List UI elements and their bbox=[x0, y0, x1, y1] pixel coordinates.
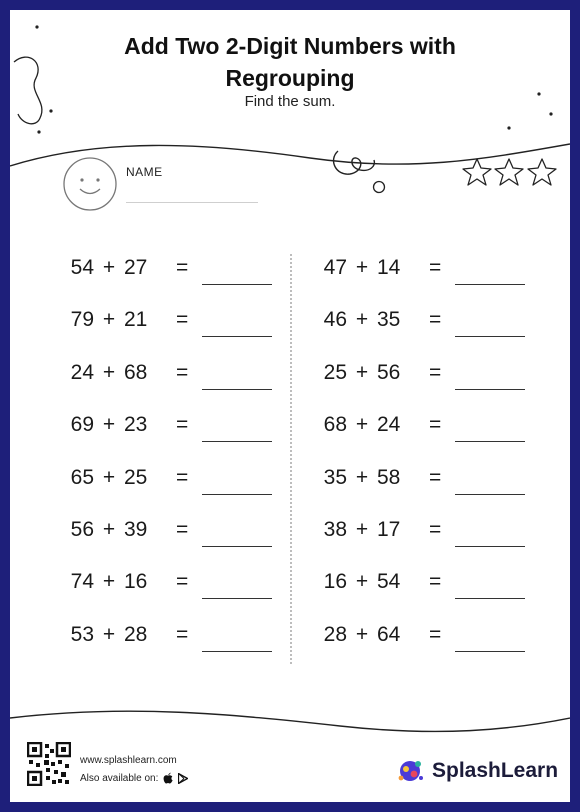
problem-expression: 68 + 24 bbox=[323, 413, 401, 437]
problem-row bbox=[54, 347, 294, 399]
answer-blank[interactable] bbox=[202, 441, 272, 442]
problems-left-column bbox=[54, 242, 294, 661]
equals-sign: = bbox=[176, 465, 189, 489]
play-store-icon[interactable] bbox=[178, 773, 188, 784]
problem-row bbox=[54, 399, 294, 451]
problem-row bbox=[307, 452, 547, 504]
worksheet bbox=[10, 10, 570, 802]
answer-blank[interactable] bbox=[202, 494, 272, 495]
equals-sign: = bbox=[176, 256, 189, 279]
qr-code-icon bbox=[27, 742, 71, 786]
equals-sign: = bbox=[429, 308, 442, 332]
problem-expression: 46 + 35 bbox=[323, 308, 401, 332]
star-icon bbox=[526, 157, 558, 187]
answer-blank[interactable] bbox=[455, 284, 525, 285]
answer-blank[interactable] bbox=[202, 284, 272, 285]
problem-expression: 53 + 28 bbox=[70, 622, 148, 646]
answer-blank[interactable] bbox=[202, 546, 272, 547]
name-label: NAME bbox=[126, 165, 163, 179]
equals-sign: = bbox=[429, 360, 442, 384]
problem-expression: 65 + 25 bbox=[70, 465, 148, 489]
problem-row bbox=[307, 294, 547, 346]
equals-sign: = bbox=[429, 517, 442, 541]
problem-row bbox=[54, 242, 294, 294]
problem-expression: 16 + 54 bbox=[323, 570, 401, 594]
equals-sign: = bbox=[429, 256, 442, 279]
equals-sign: = bbox=[176, 360, 189, 384]
equals-sign: = bbox=[176, 308, 189, 332]
equals-sign: = bbox=[176, 517, 189, 541]
star-icon bbox=[461, 157, 493, 187]
star-icon bbox=[493, 157, 525, 187]
problem-row bbox=[54, 504, 294, 556]
available-on bbox=[80, 772, 188, 784]
equals-sign: = bbox=[176, 413, 189, 437]
problem-expression: 54 + 27 bbox=[70, 256, 148, 279]
problem-expression: 47 + 14 bbox=[323, 256, 401, 279]
brand-logo[interactable] bbox=[396, 756, 558, 786]
smiley-face-icon bbox=[62, 156, 118, 212]
title-line-1: Add Two 2-Digit Numbers with bbox=[124, 33, 456, 59]
answer-blank[interactable] bbox=[202, 651, 272, 652]
problem-row bbox=[54, 294, 294, 346]
equals-sign: = bbox=[429, 622, 442, 646]
problem-row bbox=[307, 609, 547, 661]
problem-expression: 74 + 16 bbox=[70, 570, 148, 594]
problem-row bbox=[54, 452, 294, 504]
answer-blank[interactable] bbox=[455, 651, 525, 652]
worksheet-title bbox=[10, 30, 570, 94]
answer-blank[interactable] bbox=[455, 336, 525, 337]
apple-icon[interactable] bbox=[163, 772, 173, 784]
equals-sign: = bbox=[429, 570, 442, 594]
problem-expression: 24 + 68 bbox=[70, 360, 148, 384]
splashlearn-logo-icon bbox=[396, 756, 426, 786]
problem-expression: 79 + 21 bbox=[70, 308, 148, 332]
brand-name: SplashLearn bbox=[432, 759, 559, 782]
problem-row bbox=[54, 609, 294, 661]
answer-blank[interactable] bbox=[455, 598, 525, 599]
equals-sign: = bbox=[429, 413, 442, 437]
problem-row bbox=[54, 556, 294, 608]
problem-expression: 28 + 64 bbox=[323, 622, 401, 646]
instruction-text: Find the sum. bbox=[244, 93, 336, 110]
column-divider bbox=[290, 254, 292, 664]
answer-blank[interactable] bbox=[202, 598, 272, 599]
answer-blank[interactable] bbox=[202, 389, 272, 390]
name-field[interactable] bbox=[126, 202, 258, 203]
title-line-2: Regrouping bbox=[225, 65, 355, 91]
problem-row bbox=[307, 556, 547, 608]
problem-expression: 38 + 17 bbox=[323, 517, 401, 541]
equals-sign: = bbox=[176, 622, 189, 646]
problem-row bbox=[307, 242, 547, 294]
problem-expression: 69 + 23 bbox=[70, 413, 148, 437]
problem-expression: 35 + 58 bbox=[323, 465, 401, 489]
problem-row bbox=[307, 504, 547, 556]
answer-blank[interactable] bbox=[455, 389, 525, 390]
website-url[interactable]: www.splashlearn.com bbox=[80, 755, 177, 766]
available-on-label: Also available on: bbox=[80, 772, 159, 784]
problem-row bbox=[307, 399, 547, 451]
problem-expression: 56 + 39 bbox=[70, 517, 148, 541]
equals-sign: = bbox=[429, 465, 442, 489]
problem-row bbox=[307, 347, 547, 399]
problems-right-column bbox=[307, 242, 547, 661]
answer-blank[interactable] bbox=[455, 546, 525, 547]
equals-sign: = bbox=[176, 570, 189, 594]
answer-blank[interactable] bbox=[202, 336, 272, 337]
answer-blank[interactable] bbox=[455, 441, 525, 442]
problem-expression: 25 + 56 bbox=[323, 360, 401, 384]
answer-blank[interactable] bbox=[455, 494, 525, 495]
